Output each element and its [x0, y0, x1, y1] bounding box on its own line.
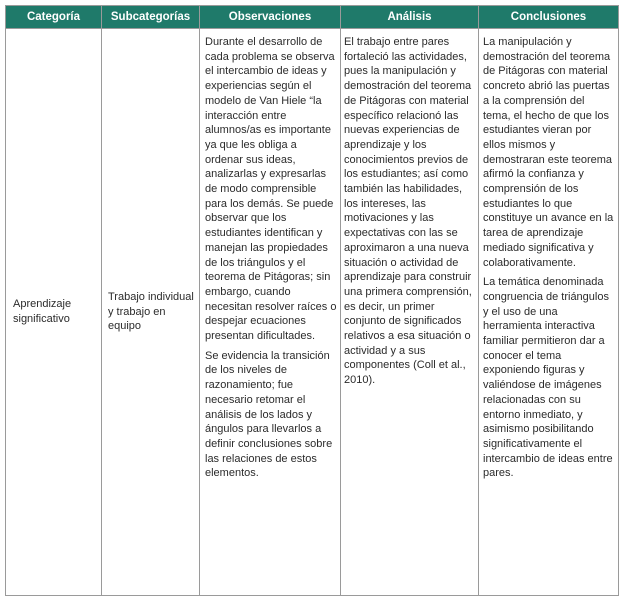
column-divider: [340, 6, 341, 595]
observaciones-paragraph: Se evidencia la transición de los niveles de razonamiento; fue necesario retomar el análisis de los lados y ángulos para llevarlos a definir conclusiones sobre las relaciones de estos elementos.: [205, 349, 333, 480]
column-divider: [101, 6, 102, 595]
subcategoria-text: Trabajo individual y trabajo en equipo: [108, 290, 194, 333]
cell-categoria: [13, 29, 97, 595]
column-divider: [478, 6, 479, 595]
cell-analisis: [344, 35, 476, 393]
cell-observaciones: [205, 35, 337, 486]
header-subcategorias: Subcategorías: [102, 6, 199, 28]
header-divider: [6, 28, 618, 29]
header-observaciones: Observaciones: [200, 6, 340, 28]
conclusiones-paragraph: La manipulación y demostración del teorema de Pitágoras con material concreto abrió las puertas a la comprensión del tema, el hecho de que los estudiantes vieran por ellos mismos y demostraran este teorema afirmó la confianza y comprensión de los estudiantes lo que constituye un avance en la tarea de aprendizaje mediado significativa y colaborativamente.: [483, 36, 614, 269]
table-header-row: [6, 6, 618, 28]
header-analisis: Análisis: [341, 6, 478, 28]
cell-conclusiones: [483, 35, 615, 486]
observaciones-paragraph: Durante el desarrollo de cada problema se observa el intercambio de ideas y experiencias según el modelo de Van Hiele “la interacción entre alumnos/as es importante ya que les obliga a ordenar sus ideas, analizarlas y expresarlas de modo comprensible para los demás. Se puede observar que los estudiantes identifican y manejan las propiedades de los triángulos y el teorema de Pitágoras; sin embargo, cuando necesitan resolver raíces o despejar ecuaciones presentan dificultades.: [205, 36, 337, 343]
header-conclusiones: Conclusiones: [479, 6, 618, 28]
analisis-paragraph: El trabajo entre pares fortaleció las actividades, pues la manipulación y demostración del teorema de Pitágoras con material específico relacionó las nuevas experiencias de aprendizaje y los conocimientos previos de los estudiantes; así como también las habilidades, los intereses, las motivaciones y las expectativas con las se aproximaron a una nueva situación o actividad de aprendizaje para construir una primera comprensión, es decir, un primer conjunto de significados relativos a esa situación o actividad y a sus componentes (Coll et al., 2010).: [344, 36, 472, 387]
cell-subcategoria: [108, 29, 196, 595]
column-divider: [199, 6, 200, 595]
header-categoria: Categoría: [6, 6, 101, 28]
categoria-text: Aprendizaje significativo: [13, 298, 72, 325]
results-table: [5, 5, 619, 596]
conclusiones-paragraph: La temática denominada congruencia de triángulos y el uso de una herramienta interactiva familiar permitieron dar a conocer el tema exponiendo figuras y valiéndose de imágenes relacionadas con su entorno inmediato, y asimismo posibilitando significativamente el intercambio de ideas entre pares.: [483, 276, 613, 480]
